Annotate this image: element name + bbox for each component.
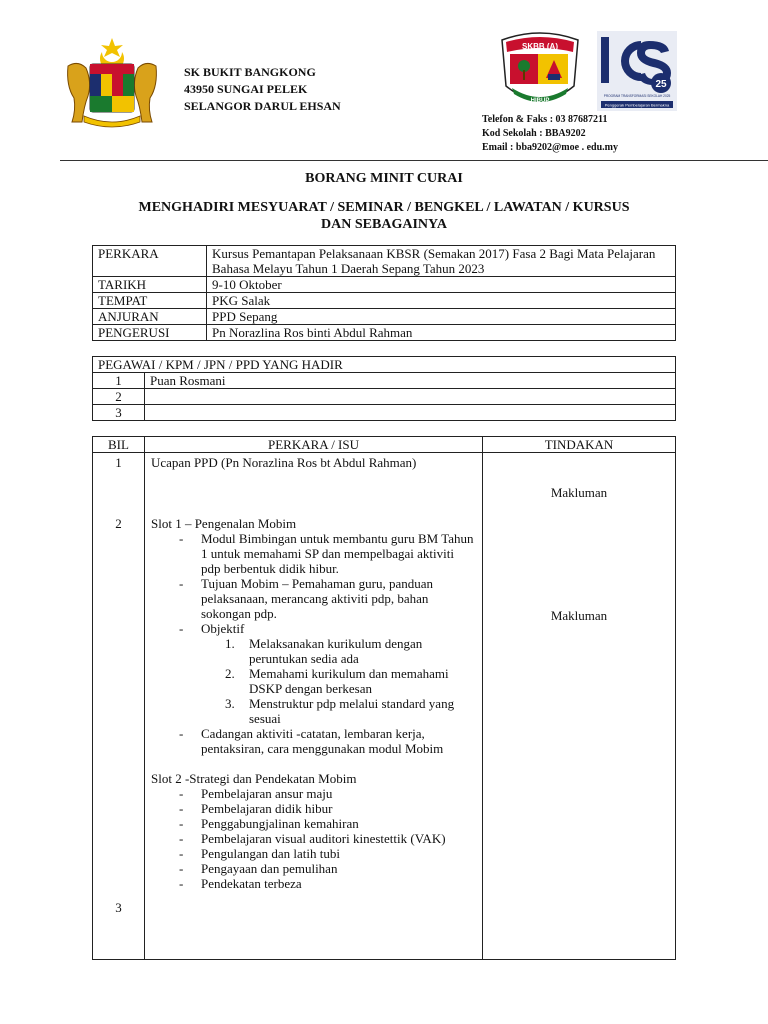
info-row-perkara [93,246,676,277]
list-item: - Pembelajaran didik hibur [179,801,474,816]
bil-2: 2 [115,516,122,531]
officer-name: Puan Rosmani [145,373,676,389]
school-address-block [184,64,341,115]
list-item: - Pengulangan dan latih tubi [179,846,474,861]
info-value: Pn Norazlina Ros binti Abdul Rahman [207,325,676,341]
officer-row [93,389,676,405]
minutes-table [92,436,676,960]
list-item [225,666,474,696]
minutes-header-row [93,437,676,453]
objective-text: Melaksanakan kurikulum dengan peruntukan sedia ada [249,636,423,666]
school-logo [494,30,586,110]
officer-name [145,389,676,405]
email: Email : bba9202@moe . edu.my [482,142,618,153]
officer-name [145,405,676,421]
list-item: - Pengayaan dan pemulihan [179,861,474,876]
minutes-content [151,455,474,891]
program-logo-tagline: Penggerak Pembelajaran Bermakna [604,102,670,108]
program-logo-number: 25 [655,79,667,90]
col-header-bil: BIL [93,437,145,453]
list-item: - Penggabungjalinan kemahiran [179,816,474,831]
objectives-list [201,636,474,726]
list-item [225,696,474,726]
info-label: PENGERUSI [93,325,207,341]
item1-text: Ucapan PPD (Pn Norazlina Ros bt Abdul Rahman) [151,455,417,470]
school-code: Kod Sekolah : BBA9202 [482,128,586,139]
list-item: - Pendekatan terbeza [179,876,474,891]
info-row-tarikh [93,277,676,293]
officers-table [92,356,676,421]
list-item [225,636,474,666]
info-value: PPD Sepang [207,309,676,325]
tindakan-2: Makluman [550,608,608,623]
info-value: Kursus Pemantapan Pelaksanaan KBSR (Semakan 2017) Fasa 2 Bagi Mata Pelajaran Bahasa Melayu Tahun 1 Daerah Sepang Tahun 2023 [207,246,676,277]
national-crest-logo [62,36,162,130]
officers-header: PEGAWAI / KPM / JPN / PPD YANG HADIR [93,357,676,373]
form-subtitle [60,199,708,233]
meeting-info-table [92,245,676,341]
officer-no: 2 [93,389,145,405]
bil-1: 1 [115,455,122,470]
school-logo-text: SKBB (A) [522,42,558,51]
objectives-heading: Objektif [201,621,245,636]
program-logo-caption: PROGRAM TRANSFORMASI SEKOLAH 2025 [603,94,671,98]
objective-number: 2. [225,666,235,681]
info-row-pengerusi [93,325,676,341]
slot2-list [151,786,474,891]
school-state: SELANGOR DARUL EHSAN [184,99,341,113]
contact-block [482,113,618,155]
officer-row [93,373,676,389]
slot2-title: Slot 2 -Strategi dan Pendekatan Mobim [151,771,357,786]
officer-row [93,405,676,421]
officers-header-row [93,357,676,373]
header-divider [60,160,768,161]
info-label: PERKARA [93,246,207,277]
objective-text: Memahami kurikulum dan memahami DSKP dengan berkesan [249,666,449,696]
list-item: - Pembelajaran visual auditori kinestettik (VAK) [179,831,474,846]
officer-no: 1 [93,373,145,389]
school-logo-motto: HIBUP [530,98,550,104]
objective-number: 3. [225,696,235,711]
school-postcode-town: 43950 SUNGAI PELEK [184,82,308,96]
list-item: - Modul Bimbingan untuk membantu guru BM Tahun 1 untuk memahami SP dan mempelbagai aktiviti pdp berbentuk didik hibur. [179,531,474,576]
bil-3: 3 [115,900,122,915]
form-subtitle-line1: MENGHADIRI MESYUARAT / SEMINAR / BENGKEL / LAWATAN / KURSUS [138,200,630,215]
list-item: - Tujuan Mobim – Pemahaman guru, panduan pelaksanaan, merancang aktiviti pdp, bahan sokongan pdp. [179,576,474,621]
form-subtitle-line2: DAN SEBAGAINYA [321,217,447,232]
minutes-body-row [93,453,676,960]
slot1-title: Slot 1 – Pengenalan Mobim [151,516,297,531]
form-title: BORANG MINIT CURAI [305,171,463,186]
list-item: - Cadangan aktiviti -catatan, lembaran kerja, pentaksiran, cara menggunakan modul Mobim [179,726,474,756]
tindakan-1: Makluman [550,485,608,500]
officer-no: 3 [93,405,145,421]
list-item: - Pembelajaran ansur maju [179,786,474,801]
perkara-cell [145,453,483,960]
info-row-anjuran [93,309,676,325]
objective-text: Menstruktur pdp melalui standard yang sesuai [249,696,455,726]
info-value: 9-10 Oktober [207,277,676,293]
slot1-list [151,531,474,756]
info-value: PKG Salak [207,293,676,309]
school-name: SK BUKIT BANGKONG [184,65,316,79]
tindakan-cell [483,453,676,960]
objective-number: 1. [225,636,235,651]
info-label: TARIKH [93,277,207,293]
info-label: ANJURAN [93,309,207,325]
phone-fax: Telefon & Faks : 03 87687211 [482,114,608,125]
info-row-tempat [93,293,676,309]
info-label: TEMPAT [93,293,207,309]
program-logo [597,31,677,111]
list-item [179,621,474,726]
bil-cell [93,453,145,960]
col-header-tindakan: TINDAKAN [483,437,676,453]
col-header-perkara: PERKARA / ISU [145,437,483,453]
